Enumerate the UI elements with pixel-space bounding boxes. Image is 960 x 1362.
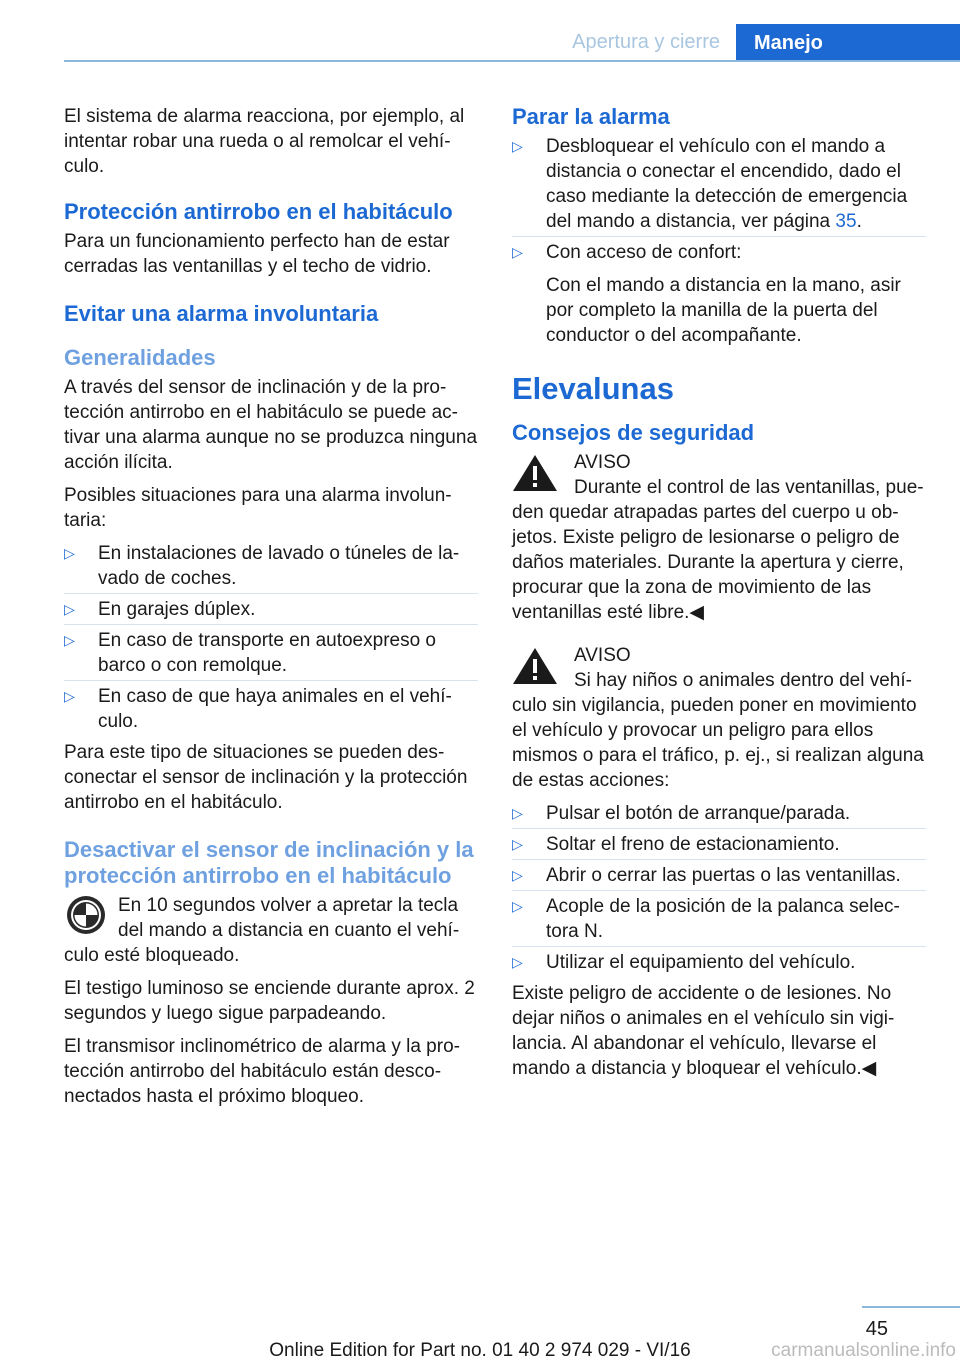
list-item: ▷ En instalaciones de lavado o túneles de lavado de coches. bbox=[64, 543, 460, 589]
triangle-right-outline-icon: ▷ bbox=[64, 688, 75, 704]
list-item: ▷ Acople de la posición de la palanca selectora N. bbox=[512, 894, 926, 944]
heading-power-windows: Elevalunas bbox=[512, 371, 674, 406]
list-item: ▷ En caso de que haya animales en el vehículo. bbox=[64, 684, 478, 734]
page-reference-link[interactable]: 35 bbox=[835, 211, 857, 232]
triangle-right-outline-icon: ▷ bbox=[64, 632, 75, 648]
triangle-right-outline-icon: ▷ bbox=[512, 138, 523, 154]
list-item: ▷ Soltar el freno de estacionamiento. bbox=[512, 832, 926, 857]
list-item: ▷ Abrir o cerrar las puertas o las ventanillas. bbox=[512, 863, 926, 888]
heading-deactivate: Desactivar el sensor de inclinación y la protección antirrobo en el habitáculo bbox=[64, 837, 474, 888]
list-divider bbox=[512, 236, 926, 237]
bmw-remote-key-icon bbox=[66, 895, 106, 935]
edition-note: Online Edition for Part no. 01 40 2 974 029 - VI/16 bbox=[269, 1340, 691, 1361]
section-tab: Apertura y cierre bbox=[572, 31, 720, 53]
page-number: 45 bbox=[865, 1318, 888, 1340]
heading-general: Generalidades bbox=[64, 345, 216, 370]
triangle-right-outline-icon: ▷ bbox=[64, 545, 75, 561]
triangle-right-outline-icon: ▷ bbox=[512, 867, 523, 883]
list-item: ▷ Pulsar el botón de arranque/parada. bbox=[512, 803, 851, 824]
chapter-tab: Manejo bbox=[736, 24, 960, 62]
heading-safety-tips: Consejos de seguridad bbox=[512, 420, 755, 445]
interior-paragraph: Para un funcionamiento perfecto han de estar cerradas las ventanillas y el techo de vidrio. bbox=[64, 231, 450, 277]
list-divider bbox=[512, 828, 926, 829]
risk-paragraph: Existe peligro de accidente o de lesiones. No dejar niños o animales en el vehículo sin vigilancia. Al abandonar el vehículo, llevarse el mando a distancia y bloquear el vehículo.◀ bbox=[512, 983, 895, 1079]
triangle-right-outline-icon: ▷ bbox=[512, 805, 523, 821]
warning-text: Si hay niños o animales dentro del vehículo sin vigilancia, pueden poner en movimiento el vehículo y provocar un peligro para ellos mismos o para el tráfico, p. ej., si realizan alguna de estas acciones: bbox=[512, 670, 924, 791]
warning-triangle-icon bbox=[512, 647, 558, 685]
disconnect-paragraph: Para este tipo de situaciones se pueden desconectar el sensor de inclinación y la protección antirrobo en el habitáculo. bbox=[64, 742, 468, 813]
list-divider bbox=[64, 624, 478, 625]
left-column bbox=[64, 104, 478, 1117]
list-item: ▷ Con acceso de confort: Con el mando a distancia en la mano, asir por completo la manilla de la puerta del conductor o del acompañante. bbox=[512, 240, 926, 348]
page-header bbox=[0, 0, 960, 62]
stop-alarm-list bbox=[512, 134, 926, 348]
actions-list bbox=[512, 801, 926, 975]
list-item: ▷ Desbloquear el vehículo con el mando a distancia o conectar el encendido, dado el caso mediante la detección de emergencia del mando a distancia, ver página 35. bbox=[512, 136, 908, 232]
list-divider bbox=[512, 946, 926, 947]
list-divider bbox=[512, 890, 926, 891]
watermark: carmanualsonline.info bbox=[771, 1340, 956, 1361]
warning-title: AVISO bbox=[574, 452, 631, 473]
list-divider bbox=[64, 680, 478, 681]
triangle-right-outline-icon: ▷ bbox=[512, 954, 523, 970]
warning-block bbox=[512, 643, 926, 793]
intro-paragraph: El sistema de alarma reacciona, por ejemplo, al intentar robar una rueda o al remolcar el vehículo. bbox=[64, 106, 465, 177]
warning-text: Durante el control de las ventanillas, pueden quedar atrapadas partes del cuerpo u objetos. Existe peligro de lesionarse o peligro de daños materiales. Durante la apertura y cierre, procurar que la zona de movimiento de las ventanillas esté libre.◀ bbox=[512, 477, 924, 623]
list-item: ▷ En caso de transporte en autoexpreso o barco o con remolque. bbox=[64, 628, 478, 678]
situations-list bbox=[64, 541, 478, 734]
right-column bbox=[512, 104, 926, 1089]
heading-stop-alarm: Parar la alarma bbox=[512, 104, 670, 129]
warning-triangle-icon bbox=[512, 454, 558, 492]
situations-paragraph: Posibles situaciones para una alarma involuntaria: bbox=[64, 485, 452, 531]
heading-avoid-alarm: Evitar una alarma involuntaria bbox=[64, 301, 379, 326]
triangle-right-outline-icon: ▷ bbox=[512, 244, 523, 260]
remote-instruction bbox=[64, 893, 478, 968]
triangle-right-outline-icon: ▷ bbox=[512, 836, 523, 852]
remote-paragraph: En 10 segundos volver a apretar la tecla del mando a distancia en cuanto el vehículo esté bloqueado. bbox=[64, 895, 460, 966]
heading-interior-protection: Protección antirrobo en el habitáculo bbox=[64, 199, 453, 224]
header-rule bbox=[64, 60, 960, 62]
triangle-right-outline-icon: ▷ bbox=[64, 601, 75, 617]
general-paragraph: A través del sensor de inclinación y de la protección antirrobo en el habitáculo se puede activar una alarma aunque no se produzca ninguna acción ilícita. bbox=[64, 377, 478, 473]
footer-rule bbox=[862, 1306, 960, 1308]
list-divider bbox=[64, 593, 478, 594]
indicator-paragraph: El testigo luminoso se enciende durante aprox. 2 segundos y luego sigue parpadeando. bbox=[64, 978, 475, 1024]
list-item: ▷ Utilizar el equipamiento del vehículo. bbox=[512, 950, 926, 975]
transmitter-paragraph: El transmisor inclinométrico de alarma y la protección antirrobo del habitáculo están desconectados hasta el próximo bloqueo. bbox=[64, 1036, 460, 1107]
list-item: ▷ En garajes dúplex. bbox=[64, 597, 478, 622]
triangle-right-outline-icon: ▷ bbox=[512, 898, 523, 914]
warning-block bbox=[512, 450, 926, 625]
warning-title: AVISO bbox=[574, 645, 631, 666]
comfort-access-detail: Con el mando a distancia en la mano, asir por completo la manilla de la puerta del conductor o del acompañante. bbox=[546, 275, 901, 346]
list-divider bbox=[512, 859, 926, 860]
